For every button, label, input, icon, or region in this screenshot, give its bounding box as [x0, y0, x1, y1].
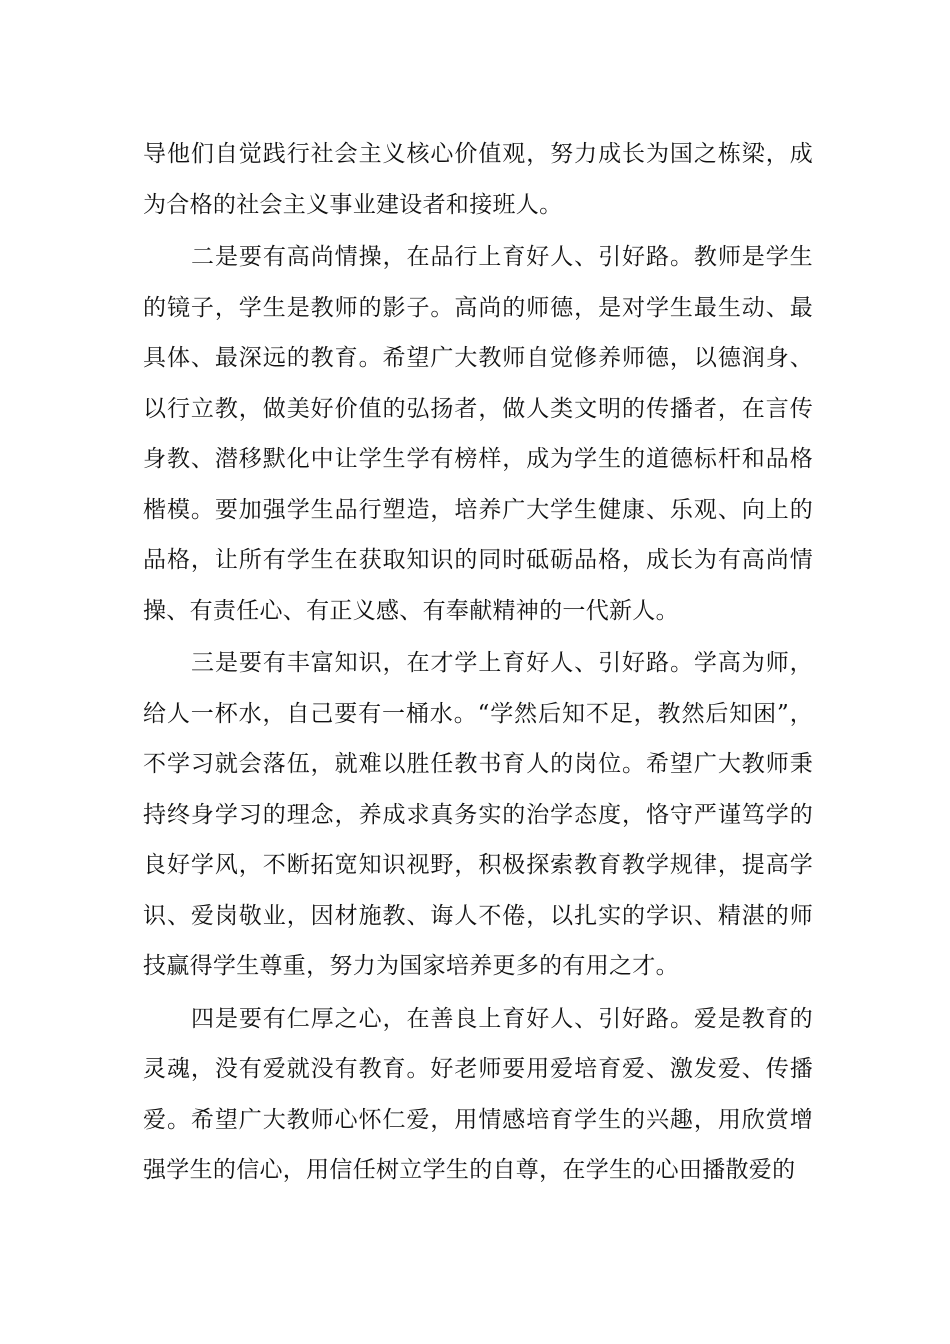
paragraph-continuation: 导他们自觉践行社会主义核心价值观，努力成长为国之栋梁，成为合格的社会主义事业建设者和接班人。 — [143, 141, 813, 218]
paragraph-moral-character: 二是要有高尚情操，在品行上育好人、引好路。教师是学生的镜子，学生是教师的影子。高尚的师德，是对学生最生动、最具体、最深远的教育。希望广大教师自觉修养师德，以德润身、以行立教，做美好价值的弘扬者，做人类文明的传播者，在言传身教、潜移默化中让学生学有榜样，成为学生的道德标杆和品格楷模。要加强学生品行塑造，培养广大学生健康、乐观、向上的品格，让所有学生在获取知识的同时砥砺品格，成长为有高尚情操、有责任心、有正义感、有奉献精神的一代新人。 — [143, 244, 813, 624]
paragraph-kind-heart: 四是要有仁厚之心，在善良上育好人、引好路。爱是教育的灵魂，没有爱就没有教育。好老师要用爱培育爱、激发爱、传播爱。希望广大教师心怀仁爱，用情感培育学生的兴趣，用欣赏增强学生的信心，用信任树立学生的自尊，在学生的心田播散爱的 — [143, 1005, 813, 1183]
document-body — [143, 129, 813, 1196]
paragraph-rich-knowledge: 三是要有丰富知识，在才学上育好人、引好路。学高为师，给人一杯水，自己要有一桶水。“学然后知不足，教然后知困”，不学习就会落伍，就难以胜任教书育人的岗位。希望广大教师秉持终身学习的理念，养成求真务实的治学态度，恪守严谨笃学的良好学风，不断拓宽知识视野，积极探索教育教学规律，提高学识、爱岗敬业，因材施教、诲人不倦，以扎实的学识、精湛的师技赢得学生尊重，努力为国家培养更多的有用之才。 — [143, 650, 813, 979]
